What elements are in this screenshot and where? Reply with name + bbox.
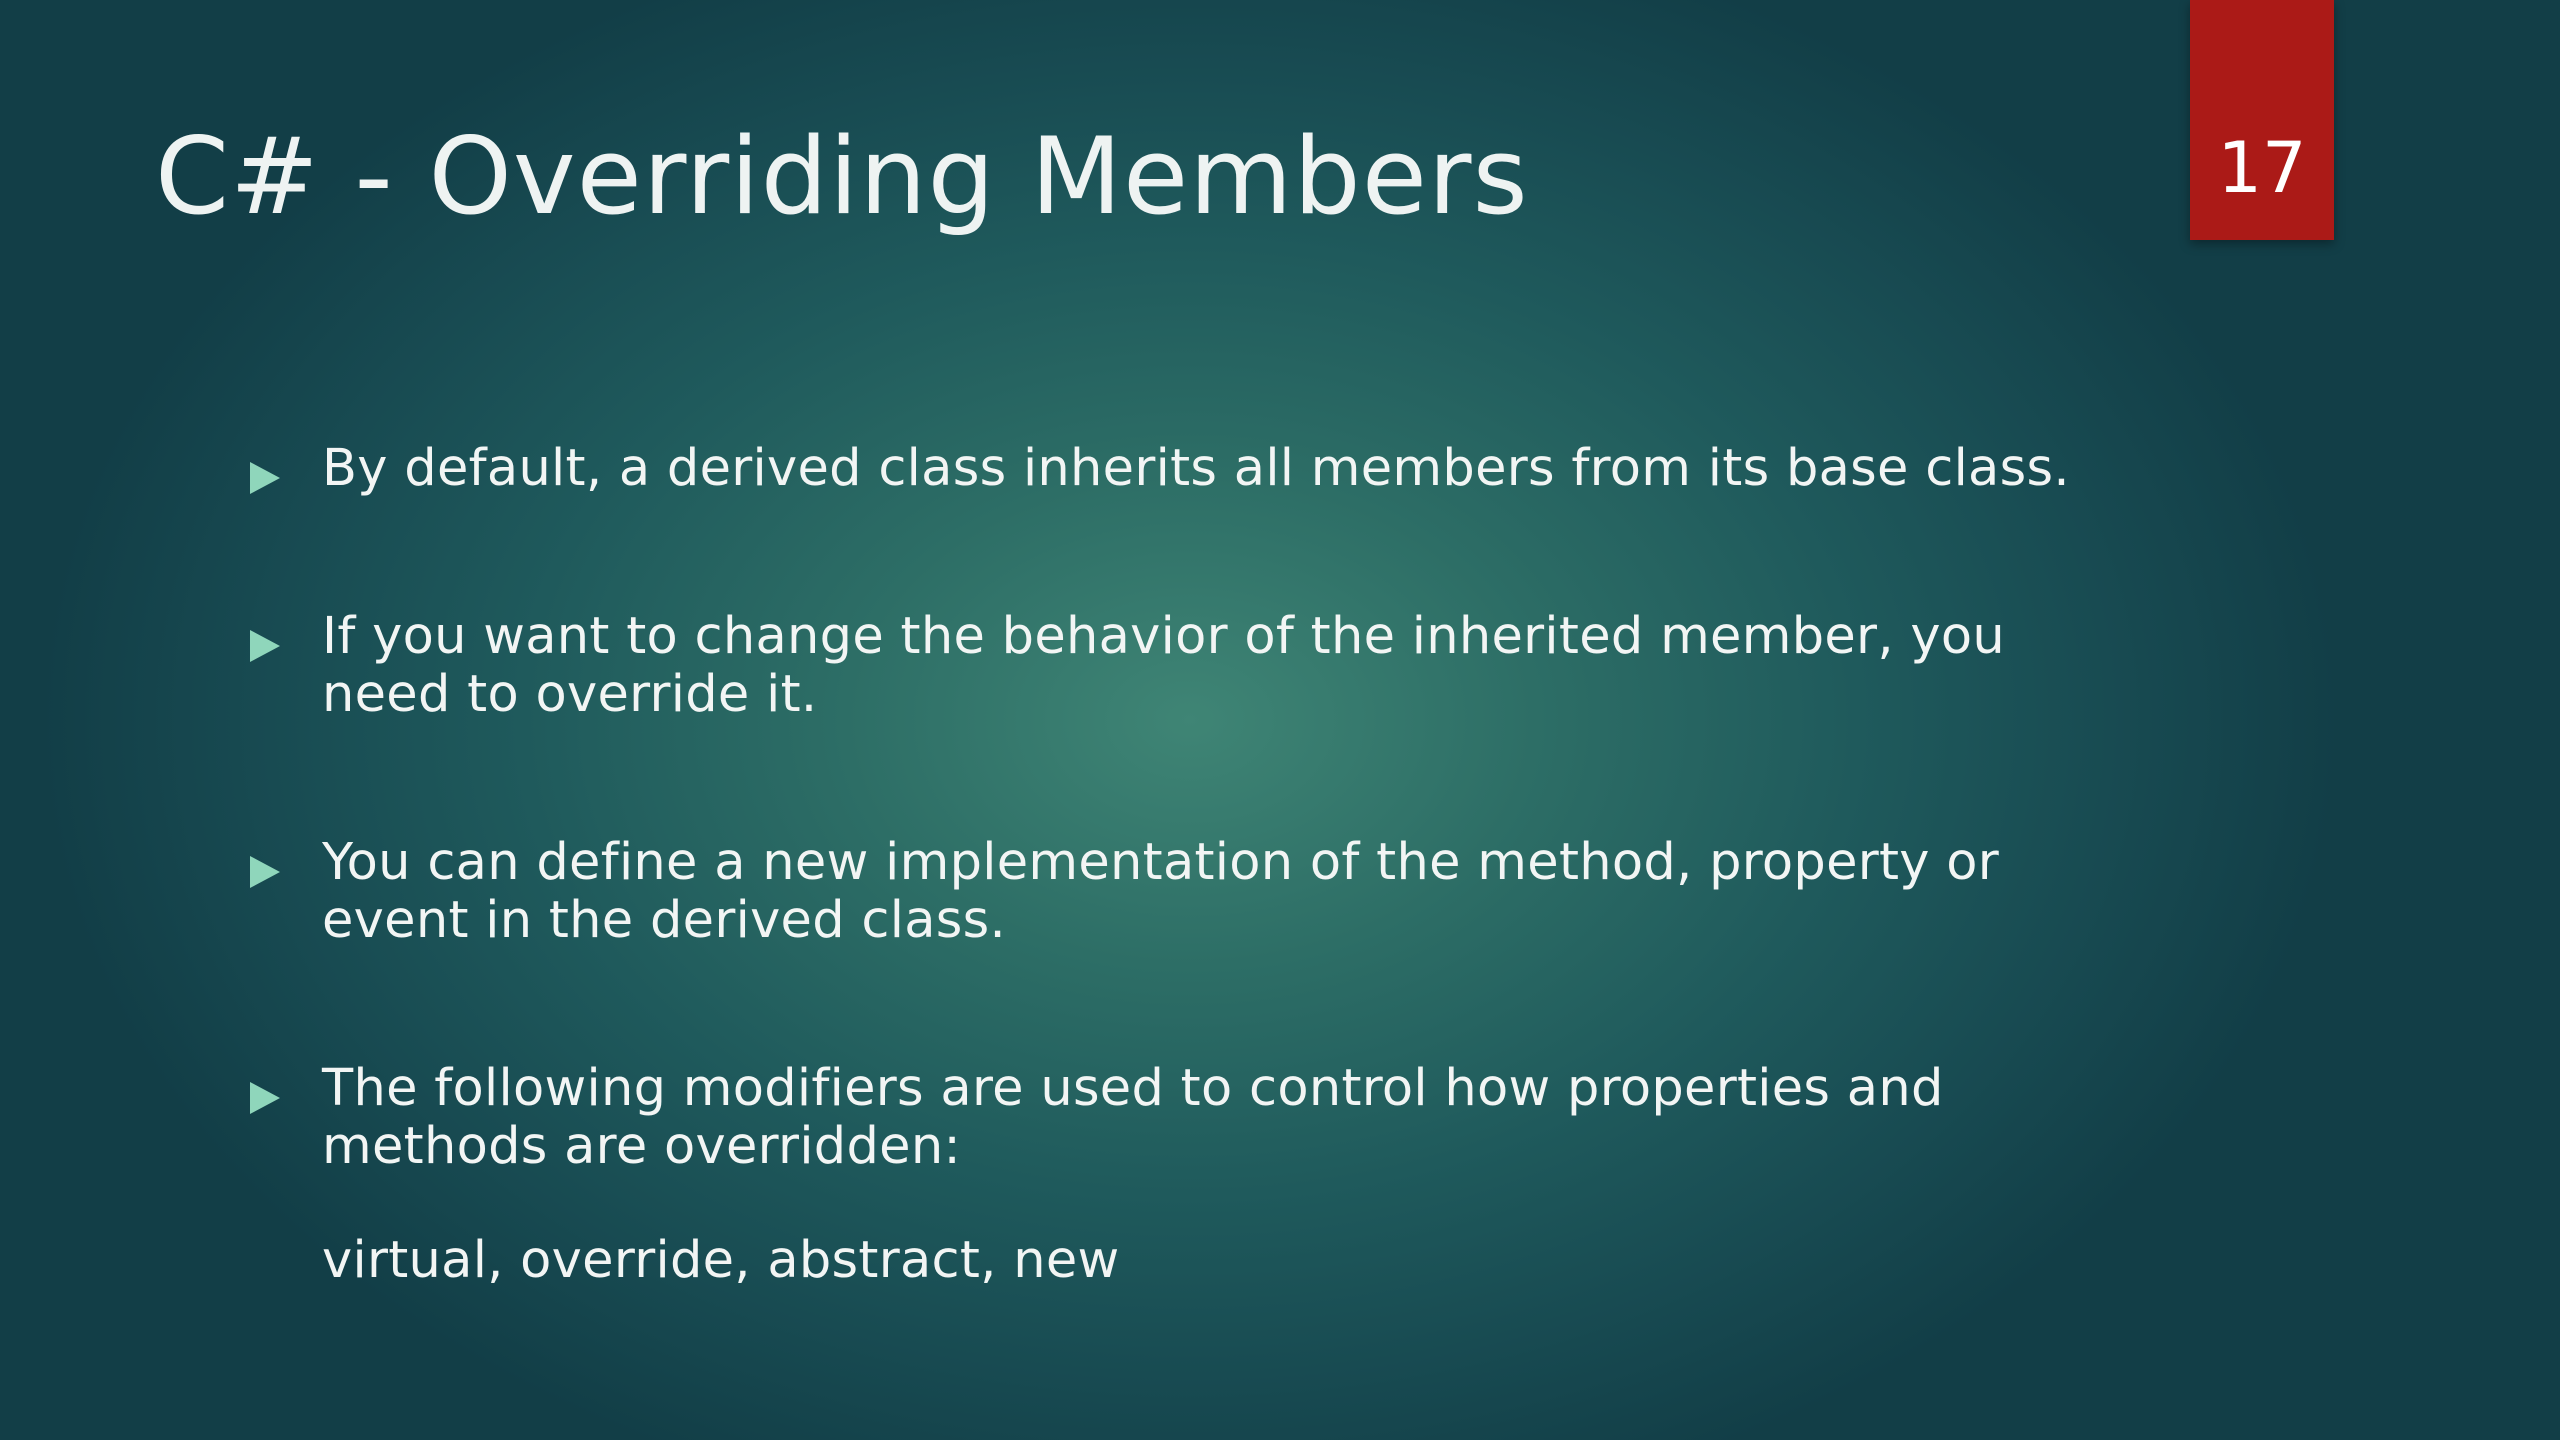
- page-number: 17: [2217, 127, 2307, 209]
- bullet-text: The following modifiers are used to control how properties and methods are overridden:: [322, 1059, 1944, 1176]
- triangle-right-icon: [250, 630, 280, 662]
- slide-title: C# - Overriding Members: [155, 115, 1529, 238]
- bullet-text: By default, a derived class inherits all members from its base class.: [322, 439, 2070, 498]
- modifiers-line: virtual, override, abstract, new: [322, 1231, 1120, 1290]
- triangle-right-icon: [250, 1082, 280, 1114]
- triangle-right-icon: [250, 856, 280, 888]
- bullet-text: You can define a new implementation of the method, property or event in the derived class.: [322, 833, 2000, 950]
- page-number-badge: [2190, 0, 2334, 240]
- bullet-text: If you want to change the behavior of the inherited member, you need to override it.: [322, 607, 2005, 724]
- triangle-right-icon: [250, 462, 280, 494]
